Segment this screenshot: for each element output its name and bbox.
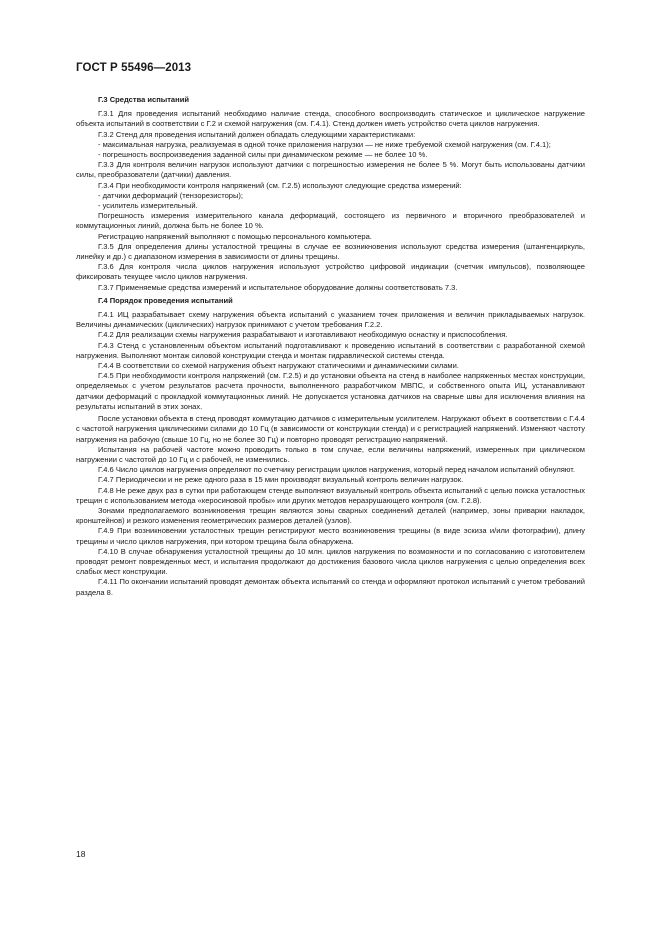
paragraph: Регистрацию напряжений выполняют с помощью персонального компьютера. [98,231,372,241]
paragraph: Г.3.6 Для контроля числа циклов нагружения используют устройство цифровой индикации (счетчик импульсов), позволяющее фиксировать текущее число циклов нагружения. [76,262,585,282]
paragraph: Г.4.7 Периодически и не реже одного раза в 15 мин производят визуальный контроль величин нагрузок. [98,475,464,485]
paragraph: Г.3.2 Стенд для проведения испытаний должен обладать следующими характеристиками: [98,129,416,139]
section-heading: Г.3 Средства испытаний [98,95,189,104]
page-number: 18 [76,849,86,859]
paragraph: Г.4.10 В случае обнаружения усталостной трещины до 10 млн. циклов нагружения по возможности и по согласованию с изготовителем проводят ремонт поврежденных мест, и испытания продолжают до достижения базового числа циклов нагружения с целью определения всех слабых мест конструкции. [76,546,585,577]
paragraph: Г.3.7 Применяемые средства измерений и испытательное оборудование должны соответствовать 7.3. [98,282,458,292]
paragraph: Г.4.11 По окончании испытаний проводят демонтаж объекта испытаний со стенда и оформляют протокол испытаний с учетом требований раздела 8. [76,577,585,597]
document-body [76,95,585,598]
paragraph: Г.3.4 При необходимости контроля напряжений (см. Г.2.5) используют следующие средства измерений: [98,180,462,190]
paragraph: Г.3.1 Для проведения испытаний необходимо наличие стенда, способного воспроизводить статическое и циклическое нагружение объекта испытаний в соответствии с Г.2 и схемой нагружения (см. Г.4.1). Стенд должен иметь устройство счета циклов нагружения. [76,109,585,129]
list-item: - погрешность воспроизведения заданной силы при динамическом режиме — не более 10 %. [98,150,428,160]
paragraph: Г.4.6 Число циклов нагружения определяют по счетчику регистрации циклов нагружения, который перед началом испытаний обнуляют. [98,465,576,475]
paragraph: Г.3.3 Для контроля величин нагрузок используют датчики с погрешностью измерения не более 5 %. Могут быть использованы датчики силы, преобразователи (датчики) давления. [76,160,585,180]
paragraph: Г.4.9 При возникновении усталостных трещин регистрируют место возникновения трещины (в виде эскиза и/или фотографии), длину трещины и число циклов нагружения, при котором трещина была обнаружена. [76,526,585,546]
paragraph: Г.4.5 При необходимости контроля напряжений (см. Г.2.5) и до установки объекта на стенд в наиболее напряженных местах конструкции, определяемых с учетом результатов расчета прочности, выполненного разработчиком МВПС, и собственного опыта ИЦ, устанавливают датчики деформаций с прокладкой коммутационных линий. Не допускается установка датчиков на сварные швы для исключения влияния на результаты испытаний в этих зонах. [76,371,585,411]
paragraph: Зонами предполагаемого возникновения трещин являются зоны сварных соединений деталей (например, зоны приварки накладок, кронштейнов) и резкого изменения геометрических размеров деталей (узлов). [76,505,585,526]
paragraph: После установки объекта в стенд проводят коммутацию датчиков с измерительным усилителем. Нагружают объект в соответствии с Г.4.4 с частотой нагружения циклическими силами до 10 Гц (в зависимости от конструкции стенда) и с регистрацией напряжений. Изменяют частоту нагружения на рабочую (свыше 10 Гц, но не более 30 Гц) и повторно проводят регистрацию напряжений. [76,414,585,444]
paragraph: Г.4.2 Для реализации схемы нагружения разрабатывают и изготавливают необходимую оснастку и приспособления. [98,330,508,340]
section-heading: Г.4 Порядок проведения испытаний [98,295,233,305]
paragraph: Погрешность измерения измерительного канала деформаций, состоящего из первичного и вторичного преобразователей и коммутационных линий, должна быть не более 10 %. [76,211,585,231]
list-item: - датчики деформаций (тензорезисторы); [98,190,244,200]
paragraph: Г.3.5 Для определения длины усталостной трещины в случае ее возникновения используют средства измерения (штангенциркуль, линейку и др.) с диапазоном измерения в зависимости от длины трещины. [76,241,585,262]
paragraph: Испытания на рабочей частоте можно проводить только в том случае, если величины напряжений, измеренных при циклическом нагружении с частотой до 10 Гц и с рабочей, не изменились. [76,444,585,464]
list-item: - усилитель измерительный. [98,201,198,211]
document-header: ГОСТ Р 55496—2013 [76,62,192,74]
paragraph: Г.4.1 ИЦ разрабатывает схему нагружения объекта испытаний с указанием точек приложения и величин прикладываемых нагрузок. Величины динамических (циклических) нагрузок принимают с учетом требования Г.2.2. [76,310,585,330]
list-item: - максимальная нагрузка, реализуемая в одной точке приложения нагрузки — не ниже требуемой схемой нагружения (см. Г.4.1); [98,139,551,149]
paragraph: Г.4.4 В соответствии со схемой нагружения объект нагружают статическими и динамическими силами. [98,361,459,371]
paragraph: Г.4.3 Стенд с установленным объектом испытаний подготавливают к проведению испытаний в соответствии с разработанной схемой нагружения. Выполняют монтаж силовой конструкции стенда и монтаж гидравлической системы стенда. [76,340,585,360]
paragraph: Г.4.8 Не реже двух раз в сутки при работающем стенде выполняют визуальный контроль объекта испытаний с целью поиска усталостных трещин с использованием метода «керосиновой пробы» или других методов неразрушающего контроля (см. Г.2.8). [76,485,585,505]
